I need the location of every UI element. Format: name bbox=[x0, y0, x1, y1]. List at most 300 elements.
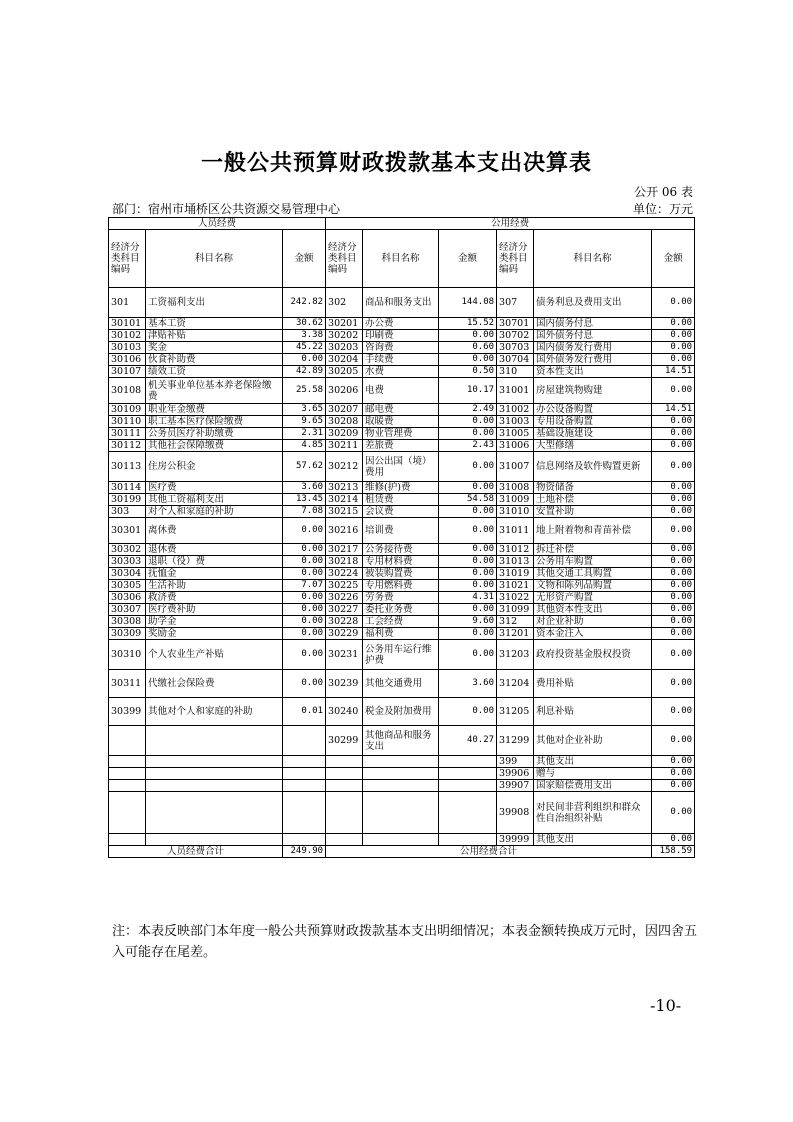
code-cell: 39907 bbox=[497, 780, 534, 792]
code-cell: 30309 bbox=[109, 628, 146, 640]
amount-cell: 30.62 bbox=[283, 318, 326, 330]
table-row bbox=[109, 768, 695, 780]
amount-cell: 0.00 bbox=[652, 288, 695, 318]
name-cell bbox=[146, 834, 283, 846]
code-cell: 310 bbox=[497, 366, 534, 378]
name-cell: 其他资本性支出 bbox=[534, 604, 652, 616]
name-cell: 利息补贴 bbox=[534, 698, 652, 726]
name-cell: 奖金 bbox=[146, 342, 283, 354]
code-cell: 39908 bbox=[497, 792, 534, 834]
amount-cell: 7.08 bbox=[283, 506, 326, 518]
name-header: 科目名称 bbox=[534, 230, 652, 288]
code-cell: 31006 bbox=[497, 440, 534, 452]
amount-cell: 0.60 bbox=[439, 342, 497, 354]
table-row bbox=[109, 544, 695, 556]
name-cell: 专用燃料费 bbox=[363, 580, 439, 592]
amount-cell: 0.00 bbox=[439, 416, 497, 428]
amount-cell: 0.00 bbox=[652, 342, 695, 354]
code-cell: 31002 bbox=[497, 404, 534, 416]
amount-header: 金额 bbox=[283, 230, 326, 288]
amount-cell: 3.65 bbox=[283, 404, 326, 416]
name-cell: 地上附着物和青苗补偿 bbox=[534, 518, 652, 544]
table-row bbox=[109, 452, 695, 482]
name-cell: 对个人和家庭的补助 bbox=[146, 506, 283, 518]
code-cell bbox=[109, 780, 146, 792]
amount-cell: 10.17 bbox=[439, 378, 497, 404]
name-cell: 其他对个人和家庭的补助 bbox=[146, 698, 283, 726]
amount-cell: 0.01 bbox=[283, 698, 326, 726]
name-cell: 机关事业单位基本养老保险缴费 bbox=[146, 378, 283, 404]
expenditure-table bbox=[108, 217, 695, 858]
code-cell bbox=[109, 768, 146, 780]
amount-cell: 0.00 bbox=[652, 544, 695, 556]
name-cell: 国内债务发行费用 bbox=[534, 342, 652, 354]
code-cell: 31010 bbox=[497, 506, 534, 518]
amount-cell: 0.00 bbox=[283, 628, 326, 640]
name-cell: 维修(护)费 bbox=[363, 482, 439, 494]
code-cell: 30106 bbox=[109, 354, 146, 366]
name-cell: 伙食补助费 bbox=[146, 354, 283, 366]
name-cell: 无形资产购置 bbox=[534, 592, 652, 604]
name-cell bbox=[146, 780, 283, 792]
amount-cell: 0.00 bbox=[283, 544, 326, 556]
amount-cell: 25.58 bbox=[283, 378, 326, 404]
code-cell: 30702 bbox=[497, 330, 534, 342]
table-row bbox=[109, 318, 695, 330]
amount-cell: 144.08 bbox=[439, 288, 497, 318]
name-cell: 离休费 bbox=[146, 518, 283, 544]
amount-cell: 14.51 bbox=[652, 366, 695, 378]
code-cell: 30107 bbox=[109, 366, 146, 378]
name-cell: 个人农业生产补贴 bbox=[146, 640, 283, 670]
name-cell: 工资福利支出 bbox=[146, 288, 283, 318]
name-cell: 商品和服务支出 bbox=[363, 288, 439, 318]
amount-cell: 0.00 bbox=[283, 616, 326, 628]
amount-cell: 0.00 bbox=[439, 518, 497, 544]
code-cell bbox=[109, 792, 146, 834]
name-cell: 医疗费补助 bbox=[146, 604, 283, 616]
table-row bbox=[109, 604, 695, 616]
amount-cell: 0.00 bbox=[439, 698, 497, 726]
amount-cell bbox=[283, 726, 326, 756]
name-cell: 福利费 bbox=[363, 628, 439, 640]
name-cell: 资本性支出 bbox=[534, 366, 652, 378]
name-cell: 救济费 bbox=[146, 592, 283, 604]
code-cell: 31011 bbox=[497, 518, 534, 544]
name-cell: 费用补贴 bbox=[534, 670, 652, 698]
name-cell: 物业管理费 bbox=[363, 428, 439, 440]
code-cell: 30201 bbox=[326, 318, 363, 330]
name-cell: 公务用车购置 bbox=[534, 556, 652, 568]
amount-cell: 0.00 bbox=[652, 556, 695, 568]
footnote: 注：本表反映部门本年度一般公共预算财政拨款基本支出明细情况；本表金额转换成万元时，因四舍五入可能存在尾差。 bbox=[112, 924, 698, 960]
name-cell: 委托业务费 bbox=[363, 604, 439, 616]
name-cell: 公务用车运行维护费 bbox=[363, 640, 439, 670]
name-cell: 被装购置费 bbox=[363, 568, 439, 580]
code-cell bbox=[326, 834, 363, 846]
name-cell: 因公出国（境）费用 bbox=[363, 452, 439, 482]
name-cell: 其他交通工具购置 bbox=[534, 568, 652, 580]
code-cell: 30399 bbox=[109, 698, 146, 726]
name-cell: 土地补偿 bbox=[534, 494, 652, 506]
name-header: 科目名称 bbox=[146, 230, 283, 288]
name-cell bbox=[146, 756, 283, 768]
amount-cell: 0.00 bbox=[652, 756, 695, 768]
amount-cell: 0.00 bbox=[652, 604, 695, 616]
amount-cell: 15.52 bbox=[439, 318, 497, 330]
code-cell bbox=[326, 780, 363, 792]
name-cell: 其他支出 bbox=[534, 834, 652, 846]
name-cell: 劳务费 bbox=[363, 592, 439, 604]
code-cell: 30208 bbox=[326, 416, 363, 428]
amount-cell: 0.00 bbox=[439, 330, 497, 342]
name-cell: 专用设备购置 bbox=[534, 416, 652, 428]
code-cell: 30114 bbox=[109, 482, 146, 494]
code-header: 经济分类科目编码 bbox=[326, 230, 363, 288]
amount-cell: 0.00 bbox=[652, 616, 695, 628]
amount-cell: 0.00 bbox=[283, 670, 326, 698]
code-cell: 31001 bbox=[497, 378, 534, 404]
name-cell: 差旅费 bbox=[363, 440, 439, 452]
table-row bbox=[109, 568, 695, 580]
name-cell: 水费 bbox=[363, 366, 439, 378]
amount-header: 金额 bbox=[439, 230, 497, 288]
code-cell: 30110 bbox=[109, 416, 146, 428]
amount-cell: 42.89 bbox=[283, 366, 326, 378]
name-header: 科目名称 bbox=[363, 230, 439, 288]
code-cell: 30109 bbox=[109, 404, 146, 416]
name-cell: 其他对企业补助 bbox=[534, 726, 652, 756]
amount-cell: 0.00 bbox=[439, 556, 497, 568]
amount-cell: 0.00 bbox=[439, 482, 497, 494]
code-cell: 39999 bbox=[497, 834, 534, 846]
code-cell: 30224 bbox=[326, 568, 363, 580]
amount-cell: 0.00 bbox=[439, 640, 497, 670]
amount-cell: 0.00 bbox=[439, 628, 497, 640]
code-cell: 30212 bbox=[326, 452, 363, 482]
code-cell: 30305 bbox=[109, 580, 146, 592]
amount-cell: 0.00 bbox=[652, 792, 695, 834]
code-cell: 31205 bbox=[497, 698, 534, 726]
code-cell: 30204 bbox=[326, 354, 363, 366]
amount-cell: 0.00 bbox=[652, 318, 695, 330]
code-cell: 30302 bbox=[109, 544, 146, 556]
page-title: 一般公共预算财政拨款基本支出决算表 bbox=[200, 150, 592, 176]
table-row bbox=[109, 482, 695, 494]
table-row bbox=[109, 416, 695, 428]
name-cell: 赠与 bbox=[534, 768, 652, 780]
name-cell: 会议费 bbox=[363, 506, 439, 518]
table-row bbox=[109, 698, 695, 726]
name-cell bbox=[363, 756, 439, 768]
amount-cell: 0.00 bbox=[439, 568, 497, 580]
name-cell: 专用材料费 bbox=[363, 556, 439, 568]
code-cell: 39906 bbox=[497, 768, 534, 780]
unit-label: 单位：万元 bbox=[632, 202, 693, 216]
name-cell: 大型修缮 bbox=[534, 440, 652, 452]
name-cell: 邮电费 bbox=[363, 404, 439, 416]
amount-cell: 0.00 bbox=[652, 698, 695, 726]
name-cell: 职工基本医疗保险缴费 bbox=[146, 416, 283, 428]
code-cell: 30209 bbox=[326, 428, 363, 440]
code-cell: 30240 bbox=[326, 698, 363, 726]
name-cell: 其他交通费用 bbox=[363, 670, 439, 698]
name-cell: 信息网络及软件购置更新 bbox=[534, 452, 652, 482]
code-cell: 30307 bbox=[109, 604, 146, 616]
amount-cell: 4.31 bbox=[439, 592, 497, 604]
table-row bbox=[109, 640, 695, 670]
name-cell: 基本工资 bbox=[146, 318, 283, 330]
code-cell: 30310 bbox=[109, 640, 146, 670]
code-cell: 30226 bbox=[326, 592, 363, 604]
public-total-label: 公用经费合计 bbox=[326, 846, 652, 858]
amount-cell: 0.00 bbox=[652, 670, 695, 698]
code-cell: 30306 bbox=[109, 592, 146, 604]
amount-cell: 0.00 bbox=[439, 580, 497, 592]
code-cell: 30199 bbox=[109, 494, 146, 506]
code-cell: 302 bbox=[326, 288, 363, 318]
code-cell: 30213 bbox=[326, 482, 363, 494]
table-row bbox=[109, 580, 695, 592]
name-cell: 住房公积金 bbox=[146, 452, 283, 482]
code-cell bbox=[326, 792, 363, 834]
amount-cell: 0.00 bbox=[652, 834, 695, 846]
name-cell: 办公设备购置 bbox=[534, 404, 652, 416]
code-cell: 31003 bbox=[497, 416, 534, 428]
code-cell: 30108 bbox=[109, 378, 146, 404]
name-cell: 职业年金缴费 bbox=[146, 404, 283, 416]
amount-cell: 14.51 bbox=[652, 404, 695, 416]
amount-cell bbox=[283, 834, 326, 846]
personnel-total-value: 249.90 bbox=[283, 846, 326, 858]
code-cell bbox=[109, 834, 146, 846]
code-cell: 30215 bbox=[326, 506, 363, 518]
amount-cell: 0.00 bbox=[652, 780, 695, 792]
code-cell: 30101 bbox=[109, 318, 146, 330]
amount-cell: 0.00 bbox=[283, 640, 326, 670]
table-row bbox=[109, 556, 695, 568]
code-cell: 30231 bbox=[326, 640, 363, 670]
table-row bbox=[109, 792, 695, 834]
amount-cell: 7.07 bbox=[283, 580, 326, 592]
amount-cell: 13.45 bbox=[283, 494, 326, 506]
name-cell: 电费 bbox=[363, 378, 439, 404]
code-cell: 31008 bbox=[497, 482, 534, 494]
amount-cell: 242.82 bbox=[283, 288, 326, 318]
code-cell: 30239 bbox=[326, 670, 363, 698]
amount-cell: 45.22 bbox=[283, 342, 326, 354]
table-row bbox=[109, 404, 695, 416]
code-cell: 30701 bbox=[497, 318, 534, 330]
code-cell: 30229 bbox=[326, 628, 363, 640]
amount-cell: 0.00 bbox=[283, 518, 326, 544]
amount-cell: 0.00 bbox=[283, 592, 326, 604]
amount-cell: 0.00 bbox=[652, 452, 695, 482]
code-cell: 30301 bbox=[109, 518, 146, 544]
amount-cell: 0.00 bbox=[439, 354, 497, 366]
amount-cell: 0.00 bbox=[652, 628, 695, 640]
page-number: -10- bbox=[650, 996, 682, 1015]
amount-cell: 0.00 bbox=[652, 518, 695, 544]
amount-cell: 0.00 bbox=[652, 428, 695, 440]
amount-cell: 3.60 bbox=[439, 670, 497, 698]
name-cell: 国外债务付息 bbox=[534, 330, 652, 342]
amount-cell: 0.00 bbox=[652, 580, 695, 592]
amount-cell: 0.00 bbox=[439, 428, 497, 440]
code-cell: 301 bbox=[109, 288, 146, 318]
code-cell: 307 bbox=[497, 288, 534, 318]
name-cell: 基础设施建设 bbox=[534, 428, 652, 440]
name-cell: 国外债务发行费用 bbox=[534, 354, 652, 366]
name-cell: 物资储备 bbox=[534, 482, 652, 494]
amount-cell: 0.50 bbox=[439, 366, 497, 378]
code-cell: 30203 bbox=[326, 342, 363, 354]
name-cell: 退职（役）费 bbox=[146, 556, 283, 568]
amount-cell: 3.60 bbox=[283, 482, 326, 494]
code-cell: 30103 bbox=[109, 342, 146, 354]
code-cell: 30207 bbox=[326, 404, 363, 416]
amount-cell: 0.00 bbox=[652, 416, 695, 428]
table-row bbox=[109, 330, 695, 342]
code-cell: 30304 bbox=[109, 568, 146, 580]
table-row bbox=[109, 834, 695, 846]
table-row bbox=[109, 440, 695, 452]
name-cell: 其他工资福利支出 bbox=[146, 494, 283, 506]
form-number: 公开 06 表 bbox=[634, 185, 693, 199]
table-row bbox=[109, 506, 695, 518]
code-cell: 31203 bbox=[497, 640, 534, 670]
amount-cell: 0.00 bbox=[439, 544, 497, 556]
table-row bbox=[109, 670, 695, 698]
name-cell bbox=[146, 768, 283, 780]
code-cell: 30202 bbox=[326, 330, 363, 342]
name-cell: 绩效工资 bbox=[146, 366, 283, 378]
amount-cell bbox=[283, 792, 326, 834]
code-cell: 31012 bbox=[497, 544, 534, 556]
amount-cell: 0.00 bbox=[652, 640, 695, 670]
name-cell bbox=[146, 726, 283, 756]
code-cell: 30206 bbox=[326, 378, 363, 404]
amount-cell: 0.00 bbox=[652, 568, 695, 580]
name-cell: 印刷费 bbox=[363, 330, 439, 342]
name-cell: 资本金注入 bbox=[534, 628, 652, 640]
code-cell: 31021 bbox=[497, 580, 534, 592]
public-header: 公用经费 bbox=[326, 218, 695, 230]
code-cell: 31019 bbox=[497, 568, 534, 580]
code-cell: 303 bbox=[109, 506, 146, 518]
code-cell bbox=[109, 756, 146, 768]
code-cell: 30227 bbox=[326, 604, 363, 616]
table-row bbox=[109, 726, 695, 756]
amount-cell: 57.62 bbox=[283, 452, 326, 482]
code-cell: 31005 bbox=[497, 428, 534, 440]
amount-cell: 3.38 bbox=[283, 330, 326, 342]
name-cell: 医疗费 bbox=[146, 482, 283, 494]
amount-cell: 0.00 bbox=[652, 378, 695, 404]
name-cell: 奖励金 bbox=[146, 628, 283, 640]
amount-cell: 0.00 bbox=[283, 568, 326, 580]
table-row bbox=[109, 378, 695, 404]
name-cell bbox=[363, 768, 439, 780]
personnel-total-label: 人员经费合计 bbox=[109, 846, 283, 858]
name-cell: 代缴社会保险费 bbox=[146, 670, 283, 698]
code-cell: 30703 bbox=[497, 342, 534, 354]
amount-cell: 0.00 bbox=[652, 494, 695, 506]
table-row bbox=[109, 428, 695, 440]
amount-cell bbox=[283, 780, 326, 792]
code-header: 经济分类科目编码 bbox=[497, 230, 534, 288]
amount-cell: 0.00 bbox=[652, 354, 695, 366]
amount-cell: 2.43 bbox=[439, 440, 497, 452]
name-cell: 津贴补贴 bbox=[146, 330, 283, 342]
name-cell: 退休费 bbox=[146, 544, 283, 556]
name-cell: 手续费 bbox=[363, 354, 439, 366]
table-row bbox=[109, 592, 695, 604]
name-cell bbox=[363, 792, 439, 834]
code-cell: 30112 bbox=[109, 440, 146, 452]
code-cell: 30217 bbox=[326, 544, 363, 556]
amount-cell: 54.58 bbox=[439, 494, 497, 506]
name-cell bbox=[146, 792, 283, 834]
name-cell: 债务利息及费用支出 bbox=[534, 288, 652, 318]
table-row bbox=[109, 756, 695, 768]
name-cell: 办公费 bbox=[363, 318, 439, 330]
code-cell: 30218 bbox=[326, 556, 363, 568]
name-cell: 对企业补助 bbox=[534, 616, 652, 628]
table-row bbox=[109, 616, 695, 628]
code-cell bbox=[109, 726, 146, 756]
amount-cell bbox=[439, 834, 497, 846]
code-cell: 31099 bbox=[497, 604, 534, 616]
code-cell: 31007 bbox=[497, 452, 534, 482]
code-cell: 31022 bbox=[497, 592, 534, 604]
code-cell: 30311 bbox=[109, 670, 146, 698]
code-cell: 30228 bbox=[326, 616, 363, 628]
code-cell: 30704 bbox=[497, 354, 534, 366]
name-cell: 文物和陈列品购置 bbox=[534, 580, 652, 592]
name-cell: 国家赔偿费用支出 bbox=[534, 780, 652, 792]
code-cell: 30211 bbox=[326, 440, 363, 452]
amount-cell: 0.00 bbox=[652, 592, 695, 604]
personnel-header: 人员经费 bbox=[109, 218, 326, 230]
amount-cell: 9.60 bbox=[439, 616, 497, 628]
code-cell: 31204 bbox=[497, 670, 534, 698]
amount-cell: 0.00 bbox=[652, 506, 695, 518]
code-cell: 30299 bbox=[326, 726, 363, 756]
amount-cell: 40.27 bbox=[439, 726, 497, 756]
name-cell: 生活补助 bbox=[146, 580, 283, 592]
name-cell: 抚恤金 bbox=[146, 568, 283, 580]
table-row bbox=[109, 354, 695, 366]
name-cell: 政府投资基金股权投资 bbox=[534, 640, 652, 670]
name-cell: 对民间非营利组织和群众性自治组织补贴 bbox=[534, 792, 652, 834]
amount-cell bbox=[439, 792, 497, 834]
code-cell: 31013 bbox=[497, 556, 534, 568]
code-cell: 30214 bbox=[326, 494, 363, 506]
code-cell: 312 bbox=[497, 616, 534, 628]
amount-cell bbox=[439, 756, 497, 768]
name-cell: 其他商品和服务支出 bbox=[363, 726, 439, 756]
amount-cell: 0.00 bbox=[283, 556, 326, 568]
name-cell: 其他支出 bbox=[534, 756, 652, 768]
name-cell: 助学金 bbox=[146, 616, 283, 628]
amount-cell: 0.00 bbox=[439, 506, 497, 518]
name-cell: 工会经费 bbox=[363, 616, 439, 628]
table-row bbox=[109, 288, 695, 318]
amount-cell: 2.49 bbox=[439, 404, 497, 416]
amount-cell bbox=[439, 768, 497, 780]
amount-cell bbox=[283, 756, 326, 768]
